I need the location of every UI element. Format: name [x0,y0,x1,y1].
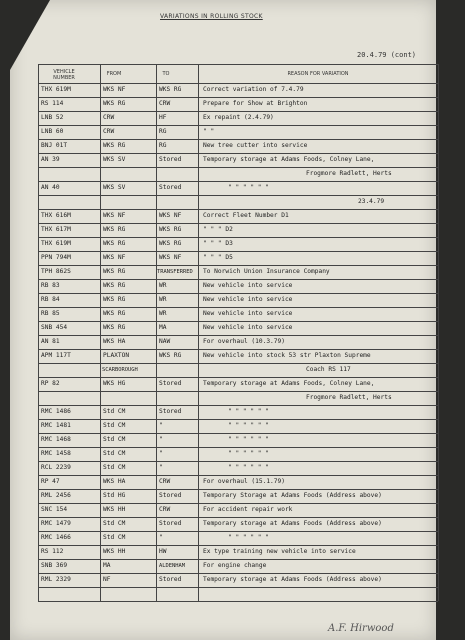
vehicle-cell: RMC 1468 [41,436,71,443]
page-title: VARIATIONS IN ROLLING STOCK [160,13,263,20]
reason-cell: " " " D2 [203,226,233,233]
from-cell: Std CM [103,422,126,429]
table-row-line [38,447,438,448]
from-cell: WKS RG [103,282,126,289]
vehicle-cell: RMC 1486 [41,408,71,415]
reason-cell: New vehicle into service [203,296,293,303]
table-row-line [38,237,438,238]
table-row-line [38,503,438,504]
header-vehicle: VEHICLE NUMBER [53,69,75,81]
table-row-line [38,545,438,546]
table-row-line [38,601,438,602]
vehicle-cell: RMC 1466 [41,534,71,541]
document-page [10,0,436,640]
from-cell: CRW [103,128,115,135]
table-column-line [100,64,101,601]
vehicle-cell: RS 114 [41,100,64,107]
vehicle-cell: RCL 2239 [41,464,71,471]
vehicle-cell: RML 2456 [41,492,71,499]
table-column-line [156,64,157,601]
reason-cell: New vehicle into service [203,324,293,331]
reason-cell: New vehicle into service [203,310,293,317]
vehicle-cell: RB 84 [41,296,60,303]
table-row-line [38,517,438,518]
from-cell: WKS RG [103,296,126,303]
reason-cell: Prepare for Show at Brighton [203,100,308,107]
reason-cell: " " " " " " [228,184,269,191]
from-cell: Std HG [103,492,126,499]
reason-cell: For engine change [203,562,267,569]
from-cell: Std CM [103,464,126,471]
table-column-line [198,64,199,601]
vehicle-cell: AN 81 [41,338,60,345]
to-cell: Stored [159,156,182,163]
from-cell: WKS RG [103,324,126,331]
table-row-line [38,209,438,210]
to-cell: RG [159,142,167,149]
reason-cell: Ex repaint (2.4.79) [203,114,274,121]
reason-cell: 23.4.79 [358,198,385,205]
vehicle-cell: THX 619M [41,240,71,247]
vehicle-cell: PPN 794M [41,254,71,261]
vehicle-cell: AN 40 [41,184,60,191]
from-cell: WKS HH [103,506,126,513]
to-cell: WKS RG [159,240,182,247]
table-row-line [38,405,438,406]
to-cell: WKS RG [159,352,182,359]
vehicle-cell: SNB 454 [41,324,68,331]
reason-cell: To Norwich Union Insurance Company [203,268,330,275]
from-cell: WKS HG [103,380,126,387]
table-row-line [38,307,438,308]
reason-cell: " " " " " " [228,450,269,457]
table-row-line [38,475,438,476]
to-cell: Stored [159,576,182,583]
to-cell: MA [159,324,167,331]
vehicle-cell: RS 112 [41,548,64,555]
from-cell: Std CM [103,520,126,527]
table-row-line [38,335,438,336]
table-row-line [38,587,438,588]
reason-cell: " " " D3 [203,240,233,247]
from-cell: WKS RG [103,142,126,149]
from-cell: PLAXTON [103,352,130,359]
from-cell: WKS HH [103,548,126,555]
table-row-line [38,223,438,224]
to-cell: Stored [159,520,182,527]
reason-cell: " " " " " " [228,422,269,429]
table-row-line [38,377,438,378]
to-cell: " [159,534,163,541]
from-cell: WKS RG [103,226,126,233]
from-cell: WKS NF [103,86,126,93]
to-cell: TRANSFERRED [157,269,193,275]
table-row-line [38,349,438,350]
reason-cell: Temporary storage at Adams Foods (Address above) [203,520,382,527]
reason-cell: Frogmore Radlett, Herts [306,394,392,401]
reason-cell: Temporary Storage at Adams Foods (Address above) [203,492,382,499]
reason-cell: New vehicle into stock 53 str Plaxton Supreme [203,352,371,359]
reason-cell: For accident repair work [203,506,293,513]
to-cell: NAW [159,338,171,345]
from-cell: WKS HA [103,338,126,345]
to-cell: Stored [159,408,182,415]
reason-cell: Frogmore Radlett, Herts [306,170,392,177]
to-cell: " [159,436,163,443]
vehicle-cell: RMC 1458 [41,450,71,457]
table-row-line [38,363,438,364]
reason-cell: Correct Fleet Number D1 [203,212,289,219]
vehicle-cell: BNJ 01T [41,142,68,149]
from-cell: SCARBOROUGH [102,367,138,373]
from-cell: WKS HA [103,478,126,485]
to-cell: Stored [159,380,182,387]
header-to: TO [162,71,170,77]
table-row-line [38,419,438,420]
vehicle-cell: AN 39 [41,156,60,163]
to-cell: " [159,450,163,457]
vehicle-cell: SNB 369 [41,562,68,569]
from-cell: CRW [103,114,115,121]
to-cell: CRW [159,506,171,513]
from-cell: WKS NF [103,254,126,261]
table-row-line [38,531,438,532]
table-row-line [38,111,438,112]
from-cell: WKS NF [103,212,126,219]
table-row-line [38,153,438,154]
table-row-line [38,83,438,84]
table-row-line [38,391,438,392]
from-cell: Std CM [103,450,126,457]
table-row-line [38,433,438,434]
reason-cell: " " " " " " [228,534,269,541]
vehicle-cell: TPH 862S [41,268,71,275]
to-cell: WKS RG [159,226,182,233]
table-row-line [38,573,438,574]
to-cell: HW [159,548,167,555]
to-cell: ALDENHAM [159,563,185,569]
table-row-line [38,489,438,490]
reason-cell: Ex type training new vehicle into service [203,548,356,555]
reason-cell: " " " " " " [228,464,269,471]
table-row-line [38,64,438,65]
table-row-line [38,461,438,462]
reason-cell: Temporary storage at Adams Foods (Address above) [203,576,382,583]
vehicle-cell: RMC 1481 [41,422,71,429]
vehicle-cell: THX 617M [41,226,71,233]
from-cell: Std CM [103,436,126,443]
to-cell: WR [159,310,167,317]
table-row-line [38,125,438,126]
vehicle-cell: SNC 154 [41,506,68,513]
reason-cell: Coach RS 117 [306,366,351,373]
to-cell: HF [159,114,167,121]
to-cell: WKS NF [159,212,182,219]
reason-cell: " " [203,128,215,135]
from-cell: WKS RG [103,310,126,317]
to-cell: Stored [159,492,182,499]
table-row-line [38,251,438,252]
table-row-line [38,139,438,140]
vehicle-cell: RP 82 [41,380,60,387]
to-cell: WR [159,282,167,289]
table-column-line [438,64,439,601]
reason-cell: Temporary storage at Adams Foods, Colney Lane, [203,380,375,387]
to-cell: WR [159,296,167,303]
date-line: 20.4.79 (cont) [357,51,417,59]
table-row-line [38,97,438,98]
to-cell: RG [159,128,167,135]
reason-cell: New tree cutter into service [203,142,308,149]
reason-cell: For overhaul (10.3.79) [203,338,285,345]
vehicle-cell: THX 619M [41,86,71,93]
reason-cell: Correct variation of 7.4.79 [203,86,304,93]
reason-cell: Temporary storage at Adams Foods, Colney Lane, [203,156,375,163]
signature: A.F. Hirwood [328,623,394,634]
from-cell: MA [103,562,111,569]
to-cell: Stored [159,184,182,191]
to-cell: " [159,422,163,429]
to-cell: CRW [159,100,171,107]
table-row-line [38,167,438,168]
from-cell: Std CM [103,408,126,415]
table-row-line [38,279,438,280]
to-cell: WKS NF [159,254,182,261]
to-cell: " [159,464,163,471]
reason-cell: For overhaul (15.1.79) [203,478,285,485]
folded-corner [10,0,50,70]
reason-cell: New vehicle into service [203,282,293,289]
table-row-line [38,265,438,266]
from-cell: WKS RG [103,268,126,275]
reason-cell: " " " " " " [228,436,269,443]
from-cell: NF [103,576,111,583]
from-cell: WKS SV [103,156,126,163]
vehicle-cell: LNB 60 [41,128,64,135]
reason-cell: " " " " " " [228,408,269,415]
table-row-line [38,293,438,294]
reason-cell: " " " D5 [203,254,233,261]
to-cell: WKS RG [159,86,182,93]
table-row-line [38,559,438,560]
vehicle-cell: RB 83 [41,282,60,289]
to-cell: CRW [159,478,171,485]
from-cell: WKS SV [103,184,126,191]
vehicle-cell: RML 2329 [41,576,71,583]
header-from: FROM [106,71,122,77]
from-cell: WKS RG [103,240,126,247]
table-row-line [38,181,438,182]
table-row-line [38,321,438,322]
header-reason: REASON FOR VARIATION [287,71,349,77]
table-column-line [38,64,39,601]
from-cell: WKS RG [103,100,126,107]
from-cell: Std CM [103,534,126,541]
vehicle-cell: RP 47 [41,478,60,485]
vehicle-cell: APM 117T [41,352,71,359]
vehicle-cell: LNB 52 [41,114,64,121]
table-row-line [38,195,438,196]
vehicle-cell: THX 616M [41,212,71,219]
vehicle-cell: RB 85 [41,310,60,317]
variations-table [38,64,438,604]
vehicle-cell: RMC 1479 [41,520,71,527]
